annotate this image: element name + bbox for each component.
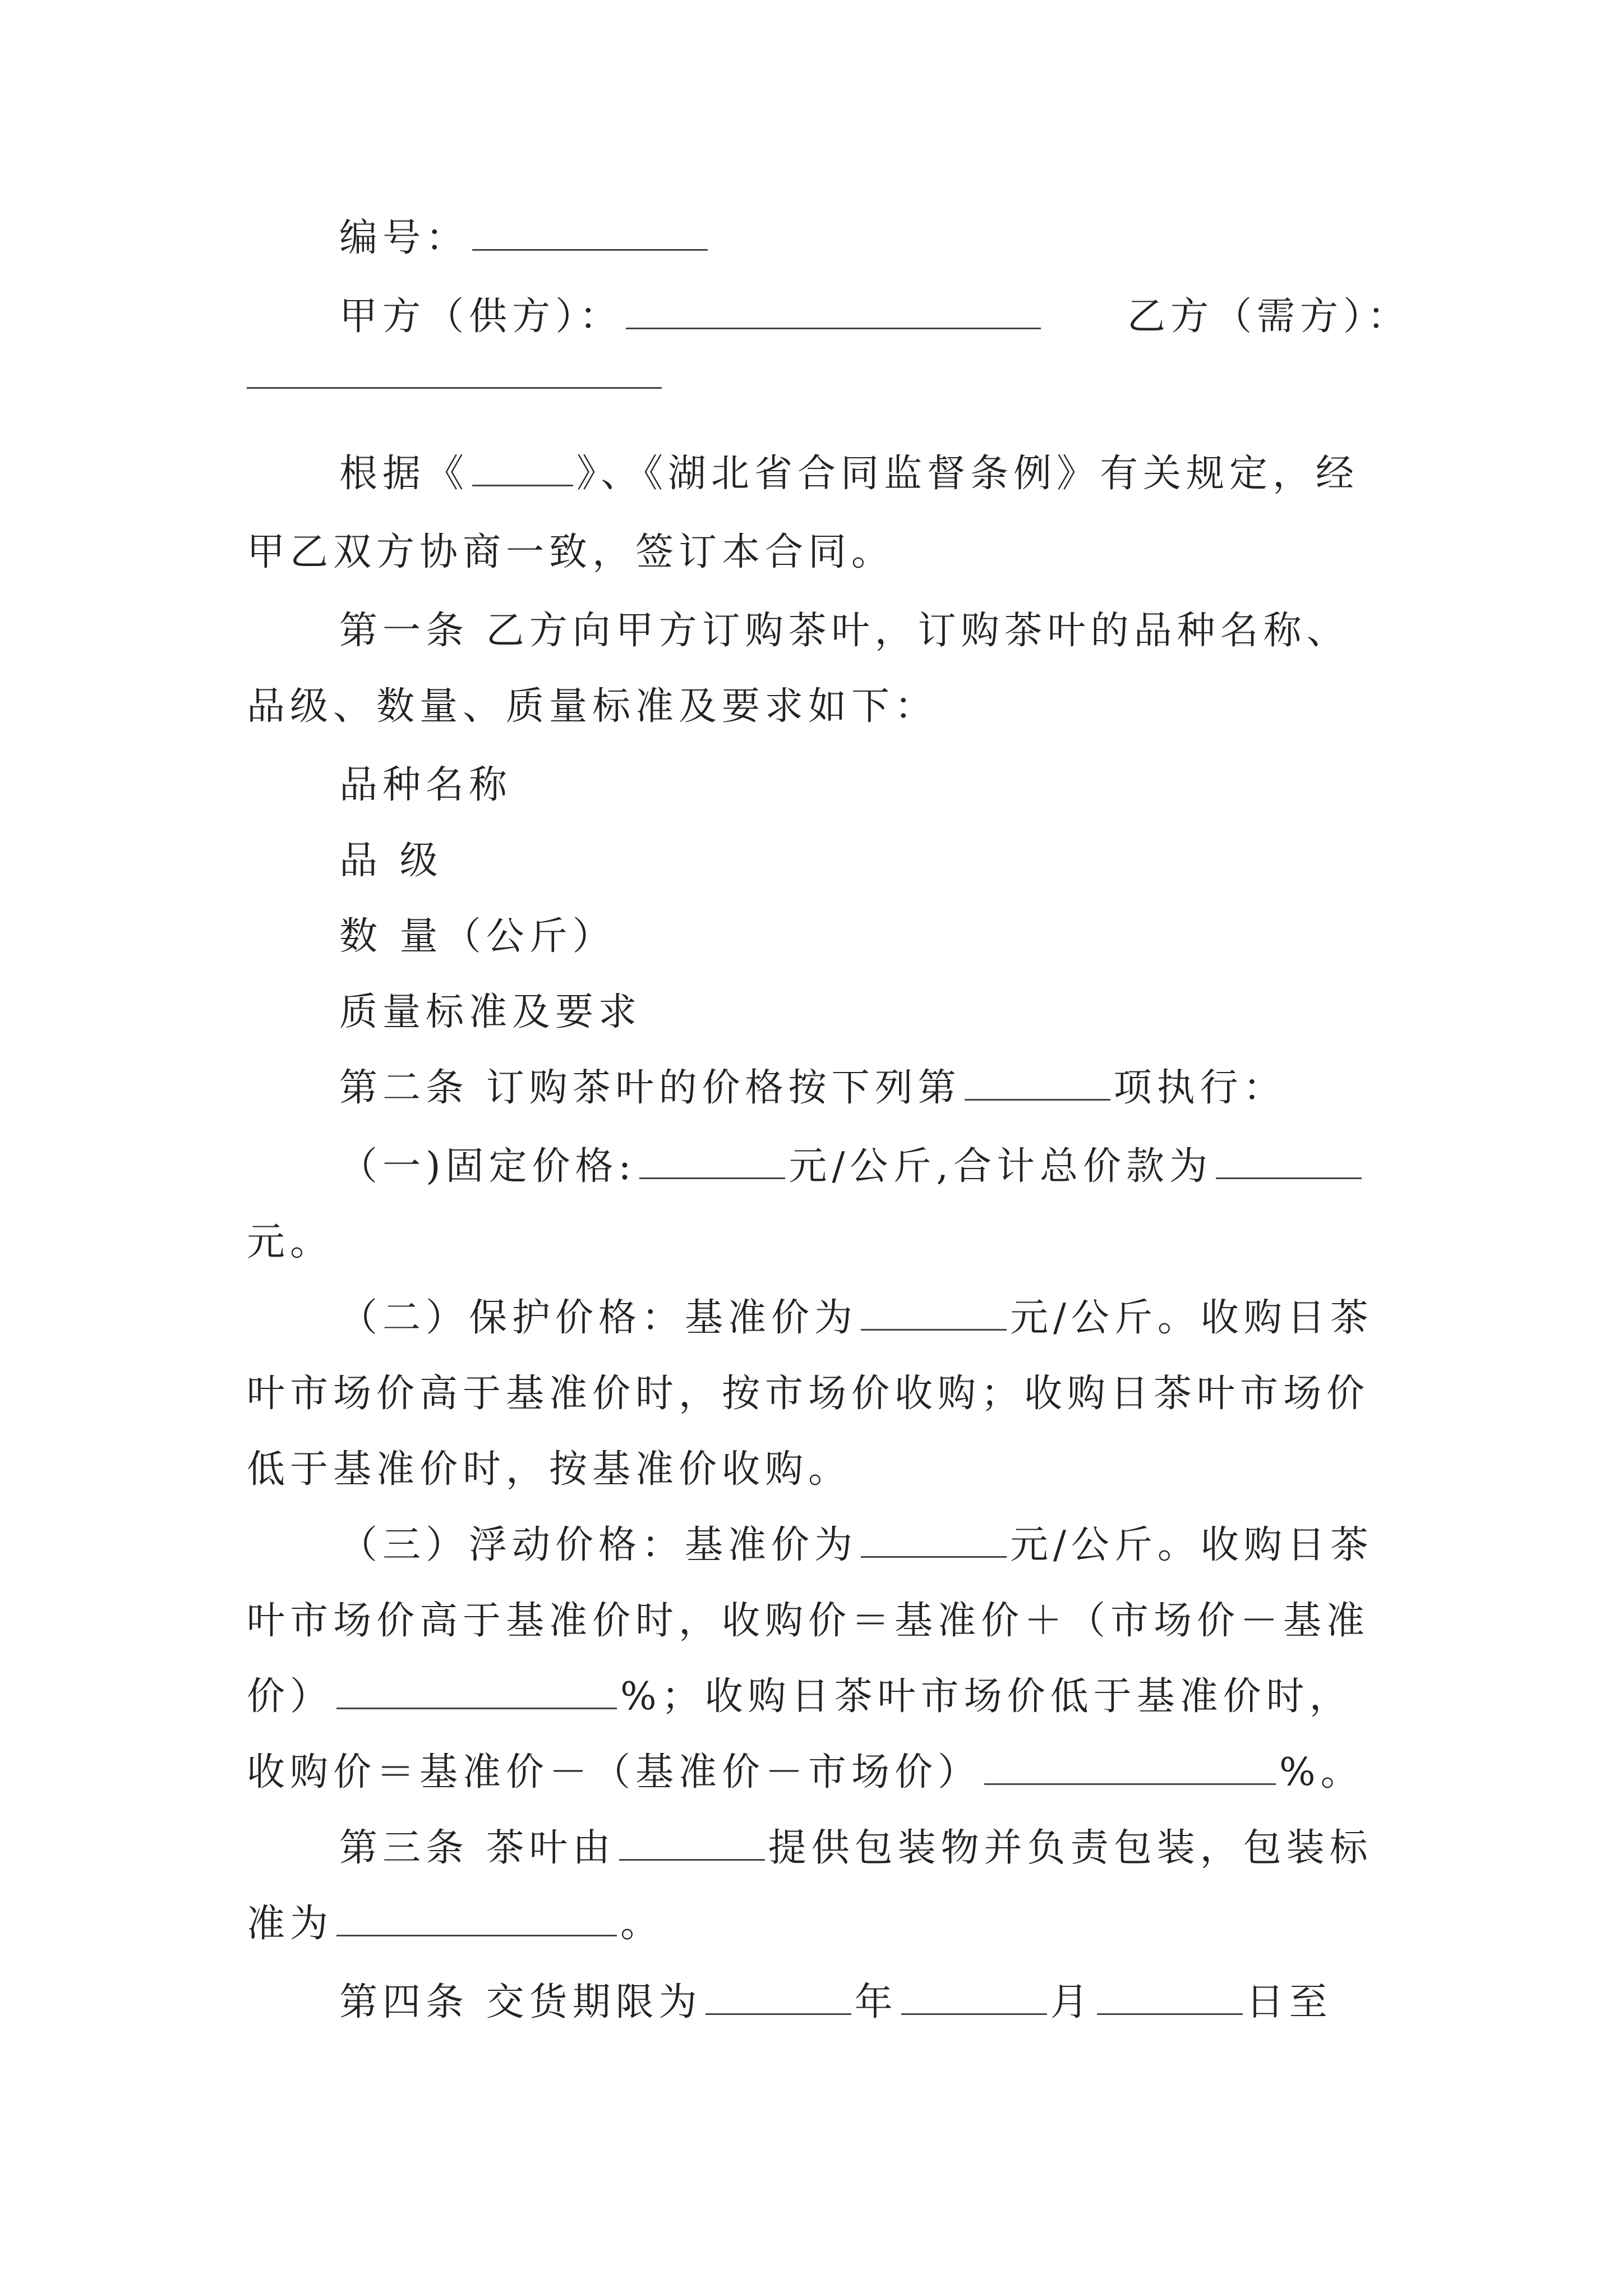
article4-year-label: 年 xyxy=(854,1980,898,2024)
article1-item xyxy=(339,987,642,1038)
article4-part-1: 第四条 交货期限为 xyxy=(339,1980,702,2024)
floating-up-percent-blank xyxy=(336,1675,617,1709)
article2-part-2: 项执行： xyxy=(1113,1066,1287,1110)
floating-price-line-4 xyxy=(247,1747,1364,1798)
fixed-price-part-1: （一)固定价格: xyxy=(339,1144,637,1189)
floating-price-line-2 xyxy=(247,1596,1370,1646)
item-quality-standard: 质量标准及要求 xyxy=(339,990,642,1034)
protected-price-line-3 xyxy=(247,1444,851,1495)
fixed-total-price-blank xyxy=(1216,1145,1362,1179)
party-b-label: 乙方（需方）： xyxy=(1127,295,1411,339)
article1-text-1: 第一条 乙方向甲方订购茶叶，订购茶叶的品种名称、 xyxy=(339,609,1350,653)
article4-month-label: 月 xyxy=(1050,1980,1094,2024)
protected-price-part-1: （二）保护价格：基准价为 xyxy=(339,1296,858,1340)
law-name-blank xyxy=(472,452,573,486)
article1-item xyxy=(339,912,616,962)
article1-text-2: 品级、数量、质量标准及要求如下： xyxy=(247,684,938,729)
preamble-line-1 xyxy=(339,449,1359,499)
contract-number-blank xyxy=(472,217,708,251)
protected-price-line-1 xyxy=(339,1293,1373,1343)
article3-part-2: 提供包装物并负责包装，包装标 xyxy=(768,1826,1373,1870)
delivery-month-blank xyxy=(901,1981,1047,2015)
preamble-part-1: 根据《 xyxy=(339,452,469,496)
floating-price-line-1 xyxy=(339,1520,1373,1571)
preamble-text-2: 甲乙双方协商一致，签订本合同。 xyxy=(247,530,895,574)
preamble-part-2: 》、《湖北省合同监督条例》有关规定，经 xyxy=(577,452,1359,496)
protected-base-price-blank xyxy=(861,1296,1007,1331)
item-grade: 品 级 xyxy=(339,839,443,883)
party-a-label: 甲方（供方）： xyxy=(339,295,623,339)
article1-line-2 xyxy=(247,682,938,732)
article4-line-1 xyxy=(339,1977,1332,2028)
delivery-day-blank xyxy=(1097,1981,1243,2015)
party-b-line xyxy=(1127,292,1410,342)
article3-line-1 xyxy=(339,1823,1373,1874)
floating-price-line-3 xyxy=(247,1672,1353,1722)
article3-text-2b: 。 xyxy=(620,1902,664,1946)
contract-number-label: 编号： xyxy=(339,216,469,260)
floating-base-price-blank xyxy=(861,1524,1007,1558)
fixed-price-part-2: 元/公斤,合计总价款为 xyxy=(789,1144,1212,1189)
fixed-price-line-2-text: 元。 xyxy=(247,1220,334,1264)
floating-price-text-3b: %；收购日茶叶市场价低于基准价时， xyxy=(620,1674,1353,1719)
floating-price-part-2: 元/公斤。收购日茶 xyxy=(1010,1523,1373,1567)
article1-item xyxy=(339,760,512,811)
article3-line-2 xyxy=(247,1899,663,1949)
floating-price-part-1: （三）浮动价格：基准价为 xyxy=(339,1523,858,1567)
floating-down-percent-blank xyxy=(984,1751,1276,1785)
item-variety-name: 品种名称 xyxy=(339,763,513,807)
floating-price-text-3a: 价） xyxy=(247,1674,334,1719)
protected-price-part-2: 元/公斤。收购日茶 xyxy=(1010,1296,1373,1340)
preamble-line-2 xyxy=(247,527,895,578)
floating-price-text-4a: 收购价＝基准价－（基准价－市场价） xyxy=(247,1750,981,1795)
fixed-unit-price-blank xyxy=(639,1145,785,1179)
party-a-blank xyxy=(626,295,1041,329)
fixed-price-line-2 xyxy=(247,1217,333,1268)
article2-part-1: 第二条 订购茶叶的价格按下列第 xyxy=(339,1066,961,1110)
article2-line-1 xyxy=(339,1063,1287,1114)
protected-price-text-2: 叶市场价高于基准价时，按市场价收购；收购日茶叶市场价 xyxy=(247,1372,1370,1416)
article1-item xyxy=(339,836,443,886)
price-option-blank xyxy=(965,1066,1110,1101)
floating-price-text-2: 叶市场价高于基准价时，收购价＝基准价＋（市场价－基准 xyxy=(247,1599,1370,1643)
protected-price-line-2 xyxy=(247,1369,1370,1419)
article3-part-1: 第三条 茶叶由 xyxy=(339,1826,616,1870)
packaging-standard-blank xyxy=(336,1902,617,1936)
party-a-line xyxy=(339,292,1044,342)
article4-day-to-label: 日至 xyxy=(1246,1980,1332,2024)
party-b-blank xyxy=(247,387,662,389)
packaging-provider-blank xyxy=(619,1826,765,1861)
protected-price-text-3: 低于基准价时，按基准价收购。 xyxy=(247,1447,852,1492)
fixed-price-line-1 xyxy=(339,1142,1365,1192)
floating-price-text-4b: %。 xyxy=(1279,1750,1364,1795)
item-quantity: 数 量（公斤） xyxy=(339,914,616,959)
delivery-year-blank xyxy=(706,1981,851,2015)
article1-line-1 xyxy=(339,606,1350,656)
article3-text-2a: 准为 xyxy=(247,1902,334,1946)
contract-number-line xyxy=(339,213,711,264)
